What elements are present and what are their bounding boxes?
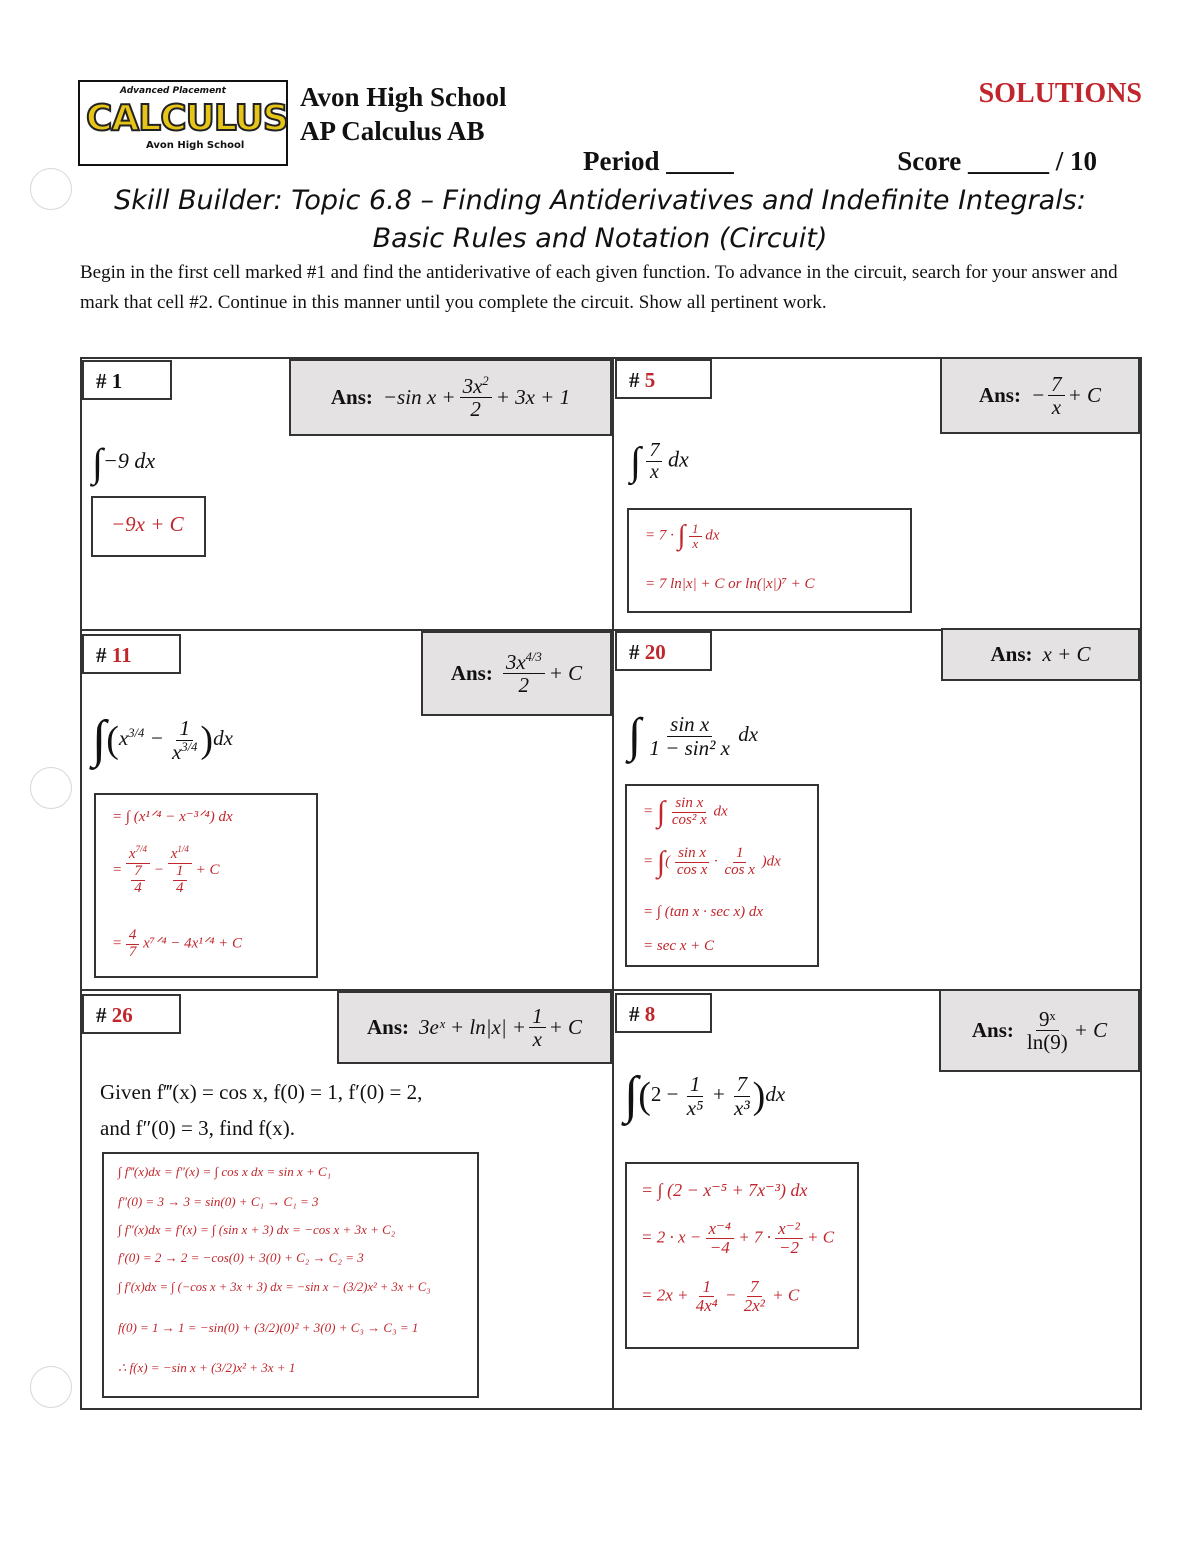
integral-sign: ∫	[628, 709, 642, 762]
integral-sign: ∫	[92, 711, 107, 768]
integral-sign: ∫	[624, 1067, 639, 1124]
solution-box-5	[627, 508, 912, 613]
solution-line: = ∫ (x¹ᐟ⁴ − x⁻³ᐟ⁴) dx	[112, 809, 233, 825]
solution-line: ∴ f(x) = −sin x + (3/2)x² + 3x + 1	[118, 1360, 296, 1375]
solution-line: ∫ f″(x)dx = f′(x) = ∫ (sin x + 3) dx = −cos x + 3x + C₂	[118, 1222, 396, 1237]
answer-box-11: Ans: $\frac{3x^{4/3}}{2}$ + C	[421, 631, 612, 716]
school-heading	[300, 80, 507, 148]
solution-line: ∫ f‴(x)dx = f″(x) = ∫ cos x dx = sin x + C₁	[118, 1164, 332, 1179]
solution-line: = 7 ln|x| + C or ln(|x|)⁷ + C	[645, 576, 815, 592]
school-name: Avon High School	[300, 82, 507, 112]
problem-1: ∫−9 dx	[92, 440, 156, 485]
problem-line: Given f‴(x) = cos x, f(0) = 1, f′(0) = 2,	[100, 1080, 423, 1104]
cell-number-26: # 26	[82, 994, 181, 1034]
answer-box-26: Ans: 3eˣ + ln|x| + $\frac{1}{x}$ + C	[337, 991, 612, 1064]
answer-box-1: Ans: −sin x + $\frac{3x^2}{2}$ + 3x + 1	[289, 359, 612, 436]
cell-number-1: # 1	[82, 360, 172, 400]
solutions-label: SOLUTIONS	[978, 78, 1142, 109]
cell-number-11: # 11	[82, 634, 181, 674]
solution-box-1	[91, 496, 206, 557]
integral-sign: ∫	[630, 438, 641, 484]
solution-line: = 2 · x − $\frac{\text{x⁻⁴}}{-4}$ + 7 · $\frac{\text{x⁻²}}{-2}$ + C	[641, 1219, 835, 1257]
hole-punch	[30, 767, 72, 809]
solution-box-20	[625, 784, 819, 967]
answer-box-5: Ans: − $\frac{7}{x}$ + C	[940, 357, 1140, 434]
problem-line: and f″(0) = 3, find f(x).	[100, 1116, 295, 1140]
problem-8: ∫(2 − $\frac{1}{\text{x⁵}}$ + $\frac{7}{\text{x³}}$ )dx	[624, 1067, 786, 1124]
solution-line: f″(0) = 3 → 3 = sin(0) + C₁ → C₁ = 3	[118, 1194, 319, 1209]
title-line-2: Basic Rules and Notation (Circuit)	[372, 223, 828, 254]
cell-number-8: # 8	[615, 993, 712, 1033]
hole-punch	[30, 1366, 72, 1408]
solution-line: = ∫ $\frac{\text{sin x}}{\text{cos² x}}$ dx	[643, 795, 728, 829]
solution-line: −9x + C	[111, 512, 184, 536]
score-field: Score ______ / 10	[897, 146, 1097, 176]
page-title	[0, 182, 1200, 258]
solution-line: = $\frac{x^{7/4}}{\frac{7}{4}}$ − $\frac{x^{1/4}}{\frac{1}{4}}$ + C	[112, 844, 220, 896]
problem-20: ∫ $\frac{\text{sin x}}{\text{1 − sin² x}}$ dx	[628, 709, 759, 762]
answer-box-8: Ans: $\frac{\text{9ˣ}}{\ln(9)}$ + C	[939, 989, 1140, 1072]
logo-top-text: Advanced Placement	[120, 86, 226, 96]
integral-sign: ∫	[92, 440, 103, 485]
title-line-1: Skill Builder: Topic 6.8 – Finding Antiderivatives and Indefinite Integrals:	[114, 185, 1086, 216]
solution-line: = sec x + C	[643, 938, 715, 954]
solution-box-26	[102, 1152, 479, 1398]
logo-bottom-text: Avon High School	[146, 140, 245, 151]
solution-line: f(0) = 1 → 1 = −sin(0) + (3/2)(0)² + 3(0) + C₃ → C₃ = 1	[118, 1320, 419, 1335]
solution-line: = ∫ (2 − x⁻⁵ + 7x⁻³) dx	[641, 1180, 808, 1200]
problem-26	[100, 1074, 422, 1146]
problem-5: ∫ $\frac{7}{x}$ dx	[630, 438, 689, 484]
solution-line: ∫ f′(x)dx = ∫ (−cos x + 3x + 3) dx = −sin x − (3/2)x² + 3x + C₃	[118, 1280, 431, 1294]
solution-line: f′(0) = 2 → 2 = −cos(0) + 3(0) + C₂ → C₂ = 3	[118, 1250, 364, 1265]
solution-line: = 7 · ∫ $\frac{1}{x}$ dx	[645, 520, 720, 552]
logo-word: CALCULUS	[86, 98, 288, 139]
period-score-row	[583, 146, 1097, 177]
period-field: Period _____	[583, 146, 734, 176]
solution-line: = ∫( $\frac{\text{sin x}}{\text{cos x}}$ · $\frac{1}{\text{cos x}}$ )dx	[643, 845, 781, 879]
solution-box-8	[625, 1162, 859, 1349]
instructions: Begin in the first cell marked #1 and find the antiderivative of each given function. To advance in the circuit, search for your answer and mark that cell #2. Continue in this manner until you complete the circuit. Show all pertinent work.	[80, 262, 1118, 313]
solution-line: = ∫ (tan x · sec x) dx	[643, 904, 764, 920]
solution-line: = 2x + $\frac{1}{\text{4x⁴}}$ − $\frac{7}{\text{2x²}}$ + C	[641, 1277, 800, 1315]
answer-box-20: Ans: x + C	[941, 628, 1140, 681]
solution-box-11	[94, 793, 318, 978]
cell-number-5: # 5	[615, 359, 712, 399]
cell-number-20: # 20	[615, 631, 712, 671]
course-name: AP Calculus AB	[300, 116, 485, 146]
solution-line: = $\frac{4}{7}$ x⁷ᐟ⁴ − 4x¹ᐟ⁴ + C	[112, 927, 243, 960]
problem-11: $\int(x^{3/4}$ − $\frac{1}{x^{3/4}}$ )dx	[92, 711, 233, 768]
grid-divider-vertical	[612, 357, 614, 1410]
calculus-logo	[78, 80, 288, 166]
